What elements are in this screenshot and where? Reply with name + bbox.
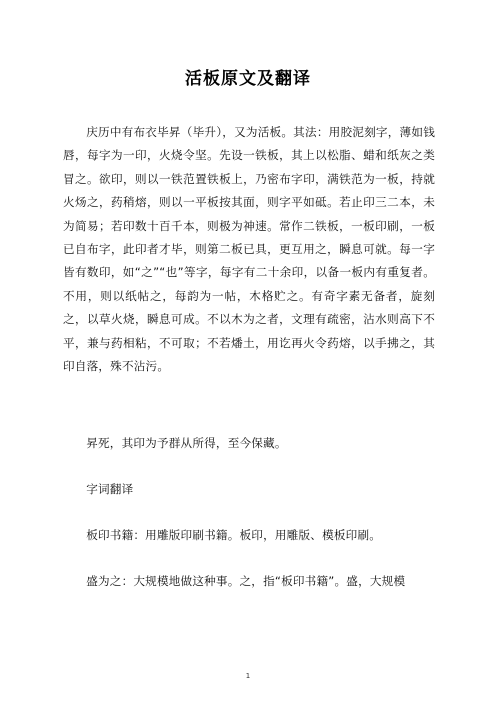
paragraph-banyin-shuji: 板印书籍：用雕版印刷书籍。板印，用雕版、模板印刷。 [86,528,382,542]
section-heading-word-translation: 字词翻译 [86,482,134,496]
paragraph-original-text: 庆历中有布衣毕昇（毕升），又为活板。其法：用胶泥刻字，薄如钱唇，每字为一印，火烧令坚。先设一铁板，其上以松脂、蜡和纸灰之类冒之。欲印，则以一铁范置铁板上，乃密布字印，满铁范为一板，持就火炀之，药稍熔，则以一平板按其面，则字平如砥。若止印三二本，未为简易；若印数十百千本，则极为神速。常作二铁板，一板印刷，一板已自布字，此印者才毕，则第二板已具，更互用之，瞬息可就。每一字皆有数印，如“之”“也”等字，每字有二十余印，以备一板内有重复者。不用，则以纸帖之，每韵为一帖，木格贮之。有奇字素无备者，旋刻之，以草火烧，瞬息可成。不以木为之者，文理有疏密，沾水则高下不平，兼与药相粘，不可取；不若燔土，用讫再火令药熔，以手拂之，其印自落，殊不沾污。 [63,125,435,374]
paragraph-sheng-wei-zhi: 盛为之：大规模地做这种事。之，指“板印书籍”。盛，大规模 [86,574,406,588]
page-number: 1 [245,672,251,680]
paragraph-sheng-death: 昇死，其印为予群从所得，至今保藏。 [86,436,287,450]
document-title: 活板原文及翻译 [185,69,311,89]
